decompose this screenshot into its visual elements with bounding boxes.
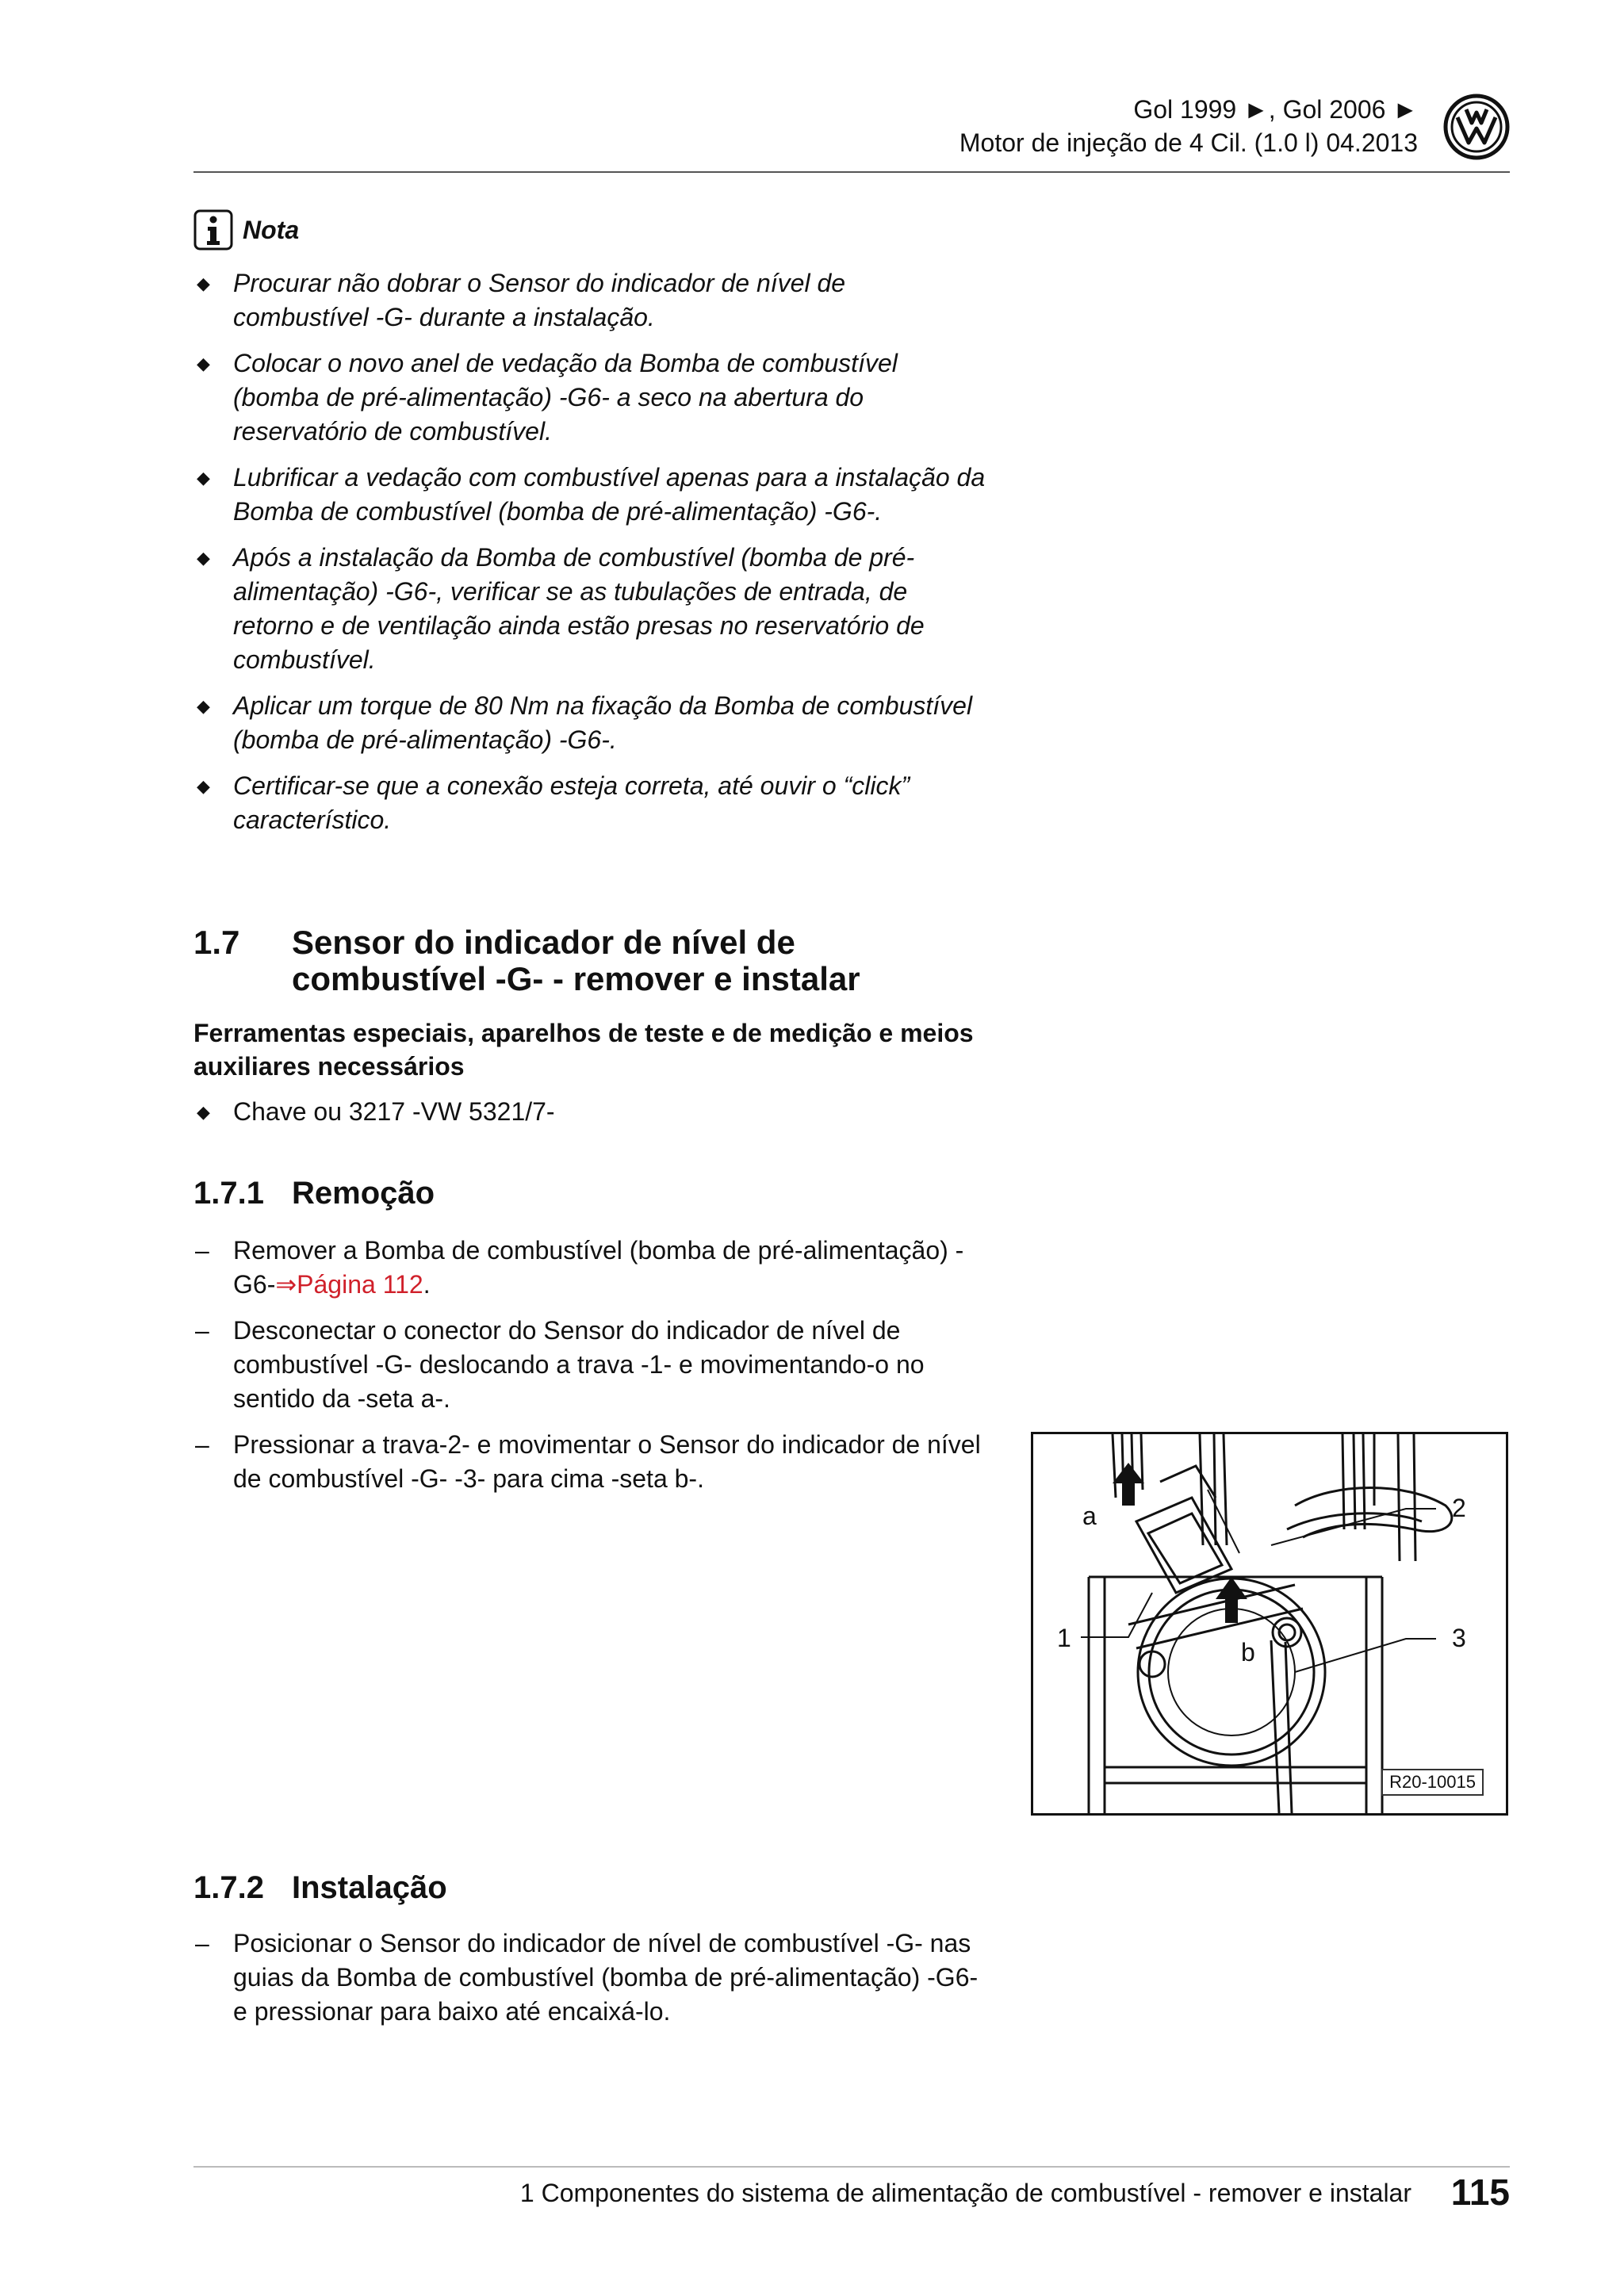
list-item: ◆ Procurar não dobrar o Sensor do indicador de nível de combustível -G- durante a instalação. xyxy=(197,269,846,331)
installation-steps xyxy=(193,1927,986,2041)
footer-chapter: 1 Componentes do sistema de alimentação de combustível - remover e instalar xyxy=(519,2179,1411,2207)
installation-heading: 1.7.2 Instalação xyxy=(193,1870,447,1905)
tools-list xyxy=(193,1095,986,1141)
list-item: ◆ Aplicar um torque de 80 Nm na fixação da Bomba de combustível (bomba de pré-alimentação) -G6-. xyxy=(197,691,973,754)
list-item: – Desconectar o conector do Sensor do indicador de nível de combustível -G- deslocando a trava -1- e movimentando-o no sentido da -seta a-. xyxy=(195,1316,925,1413)
note-list xyxy=(193,266,986,849)
header-divider xyxy=(193,171,1510,173)
arrow-a-icon xyxy=(1113,1463,1144,1506)
footer-divider xyxy=(193,2166,1510,2168)
figure-label-3: 3 xyxy=(1452,1624,1466,1652)
note-heading xyxy=(193,208,299,252)
removal-heading: 1.7.1 Remoção xyxy=(193,1176,435,1211)
list-item: ◆ Colocar o novo anel de vedação da Bomba de combustível (bomba de pré-alimentação) -G6- a seco na abertura do reservatório de combustível. xyxy=(197,349,898,446)
list-item: ◆ Chave ou 3217 -VW 5321/7- xyxy=(197,1097,555,1126)
header-vehicle-models: Gol 1999 ►, Gol 2006 ► xyxy=(1133,95,1418,124)
figure-label-1: 1 xyxy=(1057,1624,1071,1652)
list-item: – Posicionar o Sensor do indicador de nível de combustível -G- nas guias da Bomba de combustível (bomba de pré-alimentação) -G6- e pressionar para baixo até encaixá-lo. xyxy=(195,1929,979,2026)
info-icon xyxy=(193,209,233,251)
vw-logo-icon xyxy=(1443,94,1510,160)
section-heading: 1.7 Sensor do indicador de nível de combustível -G- - remover e instalar xyxy=(193,924,860,997)
sensor-figure xyxy=(1031,1432,1508,1816)
removal-steps xyxy=(193,1234,986,1508)
figure-label-2: 2 xyxy=(1452,1494,1466,1522)
list-item: ◆ Após a instalação da Bomba de combustível (bomba de pré-alimentação) -G6-, verificar se as tubulações de entrada, de retorno e de ventilação ainda estão presas no reservatório de combustível. xyxy=(197,543,925,674)
figure-code: R20-10015 xyxy=(1381,1769,1484,1796)
page-number: 115 xyxy=(1450,2172,1510,2213)
note-label: Nota xyxy=(243,215,300,244)
figure-label-b: b xyxy=(1241,1638,1255,1667)
page-link-arrow[interactable]: ⇒ xyxy=(275,1270,297,1299)
header-engine-info: Motor de injeção de 4 Cil. (1.0 l) 04.2013 xyxy=(959,128,1418,157)
tools-heading: Ferramentas especiais, aparelhos de teste e de medição e meios auxiliares necessários xyxy=(193,1019,974,1081)
list-item: ◆ Certificar-se que a conexão esteja correta, até ouvir o “click” característico. xyxy=(197,771,910,834)
page-link[interactable]: Página 112 xyxy=(297,1270,423,1299)
figure-label-a: a xyxy=(1082,1502,1097,1530)
sensor-illustration xyxy=(1033,1434,1506,1813)
list-item: – Pressionar a trava-2- e movimentar o Sensor do indicador de nível de combustível -G- -3- para cima -seta b-. xyxy=(195,1430,981,1493)
list-item: ◆ Lubrificar a vedação com combustível apenas para a instalação da Bomba de combustível (bomba de pré-alimentação) -G6-. xyxy=(197,463,986,526)
arrow-b-icon xyxy=(1216,1577,1247,1623)
list-item: – Remover a Bomba de combustível (bomba de pré-alimentação) -G6-⇒Página 112. xyxy=(195,1236,964,1299)
